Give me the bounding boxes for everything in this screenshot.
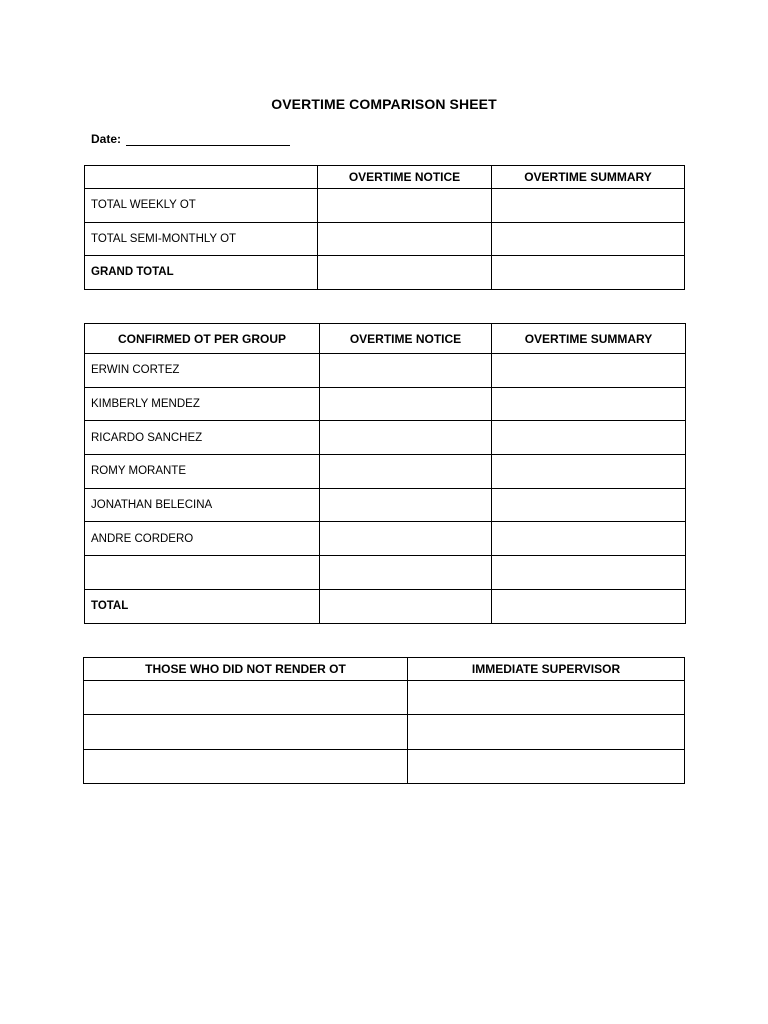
page-title: OVERTIME COMPARISON SHEET bbox=[271, 96, 497, 112]
summary-cell[interactable] bbox=[492, 354, 686, 388]
row-label: ANDRE CORDERO bbox=[85, 522, 320, 556]
summary-cell[interactable] bbox=[492, 421, 686, 455]
notice-cell[interactable] bbox=[318, 256, 492, 290]
notice-cell[interactable] bbox=[320, 488, 492, 522]
row-label: GRAND TOTAL bbox=[85, 256, 318, 290]
group-ot-table-header bbox=[85, 324, 686, 354]
table-row bbox=[85, 522, 686, 556]
notice-cell[interactable] bbox=[320, 589, 492, 623]
employee-cell[interactable] bbox=[84, 749, 408, 783]
table-row bbox=[85, 421, 686, 455]
notice-cell[interactable] bbox=[320, 387, 492, 421]
supervisor-cell[interactable] bbox=[408, 749, 685, 783]
notice-cell[interactable] bbox=[320, 354, 492, 388]
supervisor-cell[interactable] bbox=[408, 715, 685, 749]
header-cell-blank bbox=[85, 166, 318, 189]
date-blank-line[interactable] bbox=[126, 133, 290, 146]
table-row bbox=[85, 589, 686, 623]
summary-cell[interactable] bbox=[492, 387, 686, 421]
row-label: TOTAL WEEKLY OT bbox=[85, 189, 318, 223]
summary-cell[interactable] bbox=[492, 556, 686, 590]
table-row bbox=[84, 681, 685, 715]
header-overtime-notice: OVERTIME NOTICE bbox=[318, 166, 492, 189]
employee-cell[interactable] bbox=[84, 681, 408, 715]
row-label: RICARDO SANCHEZ bbox=[85, 421, 320, 455]
summary-cell[interactable] bbox=[492, 522, 686, 556]
row-label: ROMY MORANTE bbox=[85, 455, 320, 489]
table-row bbox=[85, 189, 685, 223]
row-label[interactable] bbox=[85, 556, 320, 590]
summary-cell[interactable] bbox=[492, 256, 685, 290]
no-ot-table bbox=[83, 657, 685, 784]
summary-cell[interactable] bbox=[492, 222, 685, 256]
totals-table bbox=[84, 165, 685, 290]
date-label: Date: bbox=[91, 132, 122, 146]
table-row bbox=[85, 222, 685, 256]
table-row bbox=[85, 488, 686, 522]
summary-cell[interactable] bbox=[492, 189, 685, 223]
header-confirmed-ot: CONFIRMED OT PER GROUP bbox=[85, 324, 320, 354]
notice-cell[interactable] bbox=[318, 222, 492, 256]
summary-cell[interactable] bbox=[492, 488, 686, 522]
notice-cell[interactable] bbox=[318, 189, 492, 223]
totals-table-header bbox=[85, 166, 685, 189]
notice-cell[interactable] bbox=[320, 556, 492, 590]
header-did-not-render-ot: THOSE WHO DID NOT RENDER OT bbox=[84, 658, 408, 681]
notice-cell[interactable] bbox=[320, 421, 492, 455]
notice-cell[interactable] bbox=[320, 522, 492, 556]
summary-cell[interactable] bbox=[492, 589, 686, 623]
supervisor-cell[interactable] bbox=[408, 681, 685, 715]
header-overtime-summary: OVERTIME SUMMARY bbox=[492, 166, 685, 189]
table-row bbox=[84, 749, 685, 783]
table-row bbox=[85, 455, 686, 489]
group-ot-table bbox=[84, 323, 686, 624]
row-label: KIMBERLY MENDEZ bbox=[85, 387, 320, 421]
table-row bbox=[84, 715, 685, 749]
header-overtime-summary: OVERTIME SUMMARY bbox=[492, 324, 686, 354]
row-label: ERWIN CORTEZ bbox=[85, 354, 320, 388]
row-label: JONATHAN BELECINA bbox=[85, 488, 320, 522]
table-row bbox=[85, 387, 686, 421]
row-label: TOTAL SEMI-MONTHLY OT bbox=[85, 222, 318, 256]
notice-cell[interactable] bbox=[320, 455, 492, 489]
date-field bbox=[91, 132, 290, 146]
no-ot-table-header bbox=[84, 658, 685, 681]
summary-cell[interactable] bbox=[492, 455, 686, 489]
header-immediate-supervisor: IMMEDIATE SUPERVISOR bbox=[408, 658, 685, 681]
table-row bbox=[85, 256, 685, 290]
header-overtime-notice: OVERTIME NOTICE bbox=[320, 324, 492, 354]
table-row bbox=[85, 556, 686, 590]
table-row bbox=[85, 354, 686, 388]
employee-cell[interactable] bbox=[84, 715, 408, 749]
row-label: TOTAL bbox=[85, 589, 320, 623]
